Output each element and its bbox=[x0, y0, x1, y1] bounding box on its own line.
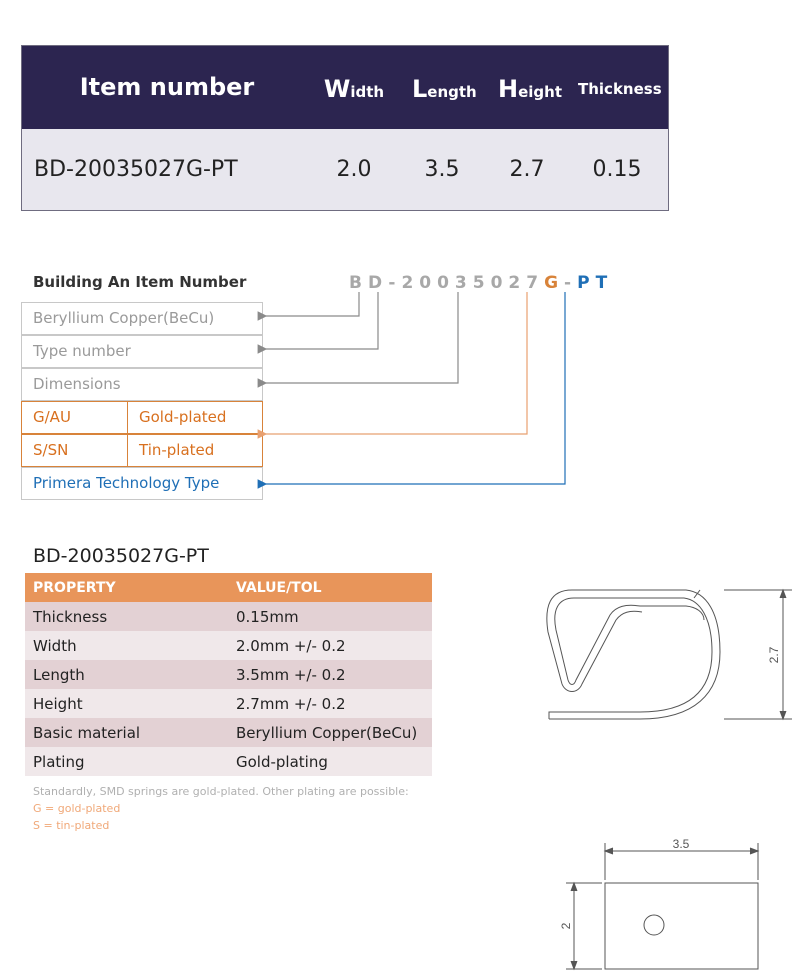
build-row-type: Type number bbox=[21, 335, 263, 368]
side-view-drawing bbox=[547, 590, 792, 719]
property-name: Height bbox=[25, 689, 228, 718]
property-name: Width bbox=[25, 631, 228, 660]
plating-note-tin: S = tin-plated bbox=[33, 819, 110, 832]
header-item-number: Item number bbox=[79, 73, 255, 101]
code-dash: - bbox=[564, 273, 578, 293]
width-dimension-label: 2 bbox=[559, 922, 573, 930]
cell-height: 2.7 bbox=[509, 157, 545, 182]
build-row-primera: Primera Technology Type bbox=[21, 467, 263, 500]
property-value: 2.7mm +/- 0.2 bbox=[228, 689, 432, 718]
header-thickness: Thickness bbox=[578, 80, 662, 98]
property-value: 0.15mm bbox=[228, 602, 432, 631]
build-row-dimensions: Dimensions bbox=[21, 368, 263, 401]
plating-note-gold: G = gold-plated bbox=[33, 802, 121, 815]
code-plating: G bbox=[544, 273, 565, 293]
build-row-gold-code: G/AU bbox=[33, 408, 71, 426]
property-name: Basic material bbox=[25, 718, 228, 747]
code-base: BD-20035027 bbox=[349, 273, 545, 293]
property-value: Beryllium Copper(BeCu) bbox=[228, 718, 432, 747]
cell-width: 2.0 bbox=[336, 157, 372, 182]
property-value: Gold-plating bbox=[228, 747, 432, 776]
cell-length: 3.5 bbox=[424, 157, 460, 182]
length-dimension-label: 3.5 bbox=[672, 837, 690, 851]
part-number-title: BD-20035027G-PT bbox=[33, 545, 209, 567]
header-width: Width bbox=[323, 75, 385, 103]
cell-thickness: 0.15 bbox=[592, 157, 642, 182]
property-name: Plating bbox=[25, 747, 228, 776]
property-name: Length bbox=[25, 660, 228, 689]
header-property: PROPERTY bbox=[25, 573, 228, 602]
build-row-gold-desc: Gold-plated bbox=[127, 402, 226, 433]
code-type: PT bbox=[577, 273, 614, 293]
property-value: 2.0mm +/- 0.2 bbox=[228, 631, 432, 660]
header-length: Length bbox=[412, 75, 477, 103]
header-height: Height bbox=[498, 75, 562, 103]
cell-item-number: BD-20035027G-PT bbox=[34, 157, 238, 182]
build-row-tin-code: S/SN bbox=[33, 441, 69, 459]
build-title: Building An Item Number bbox=[33, 273, 247, 291]
plating-note-line: Standardly, SMD springs are gold-plated. Other plating are possible: bbox=[33, 785, 409, 798]
header-value: VALUE/TOL bbox=[228, 573, 432, 602]
property-value: 3.5mm +/- 0.2 bbox=[228, 660, 432, 689]
build-row-tin-desc: Tin-plated bbox=[127, 435, 214, 466]
build-row-material: Beryllium Copper(BeCu) bbox=[21, 302, 263, 335]
property-name: Thickness bbox=[25, 602, 228, 631]
top-view-drawing bbox=[566, 843, 758, 969]
height-dimension-label: 2.7 bbox=[767, 646, 781, 664]
